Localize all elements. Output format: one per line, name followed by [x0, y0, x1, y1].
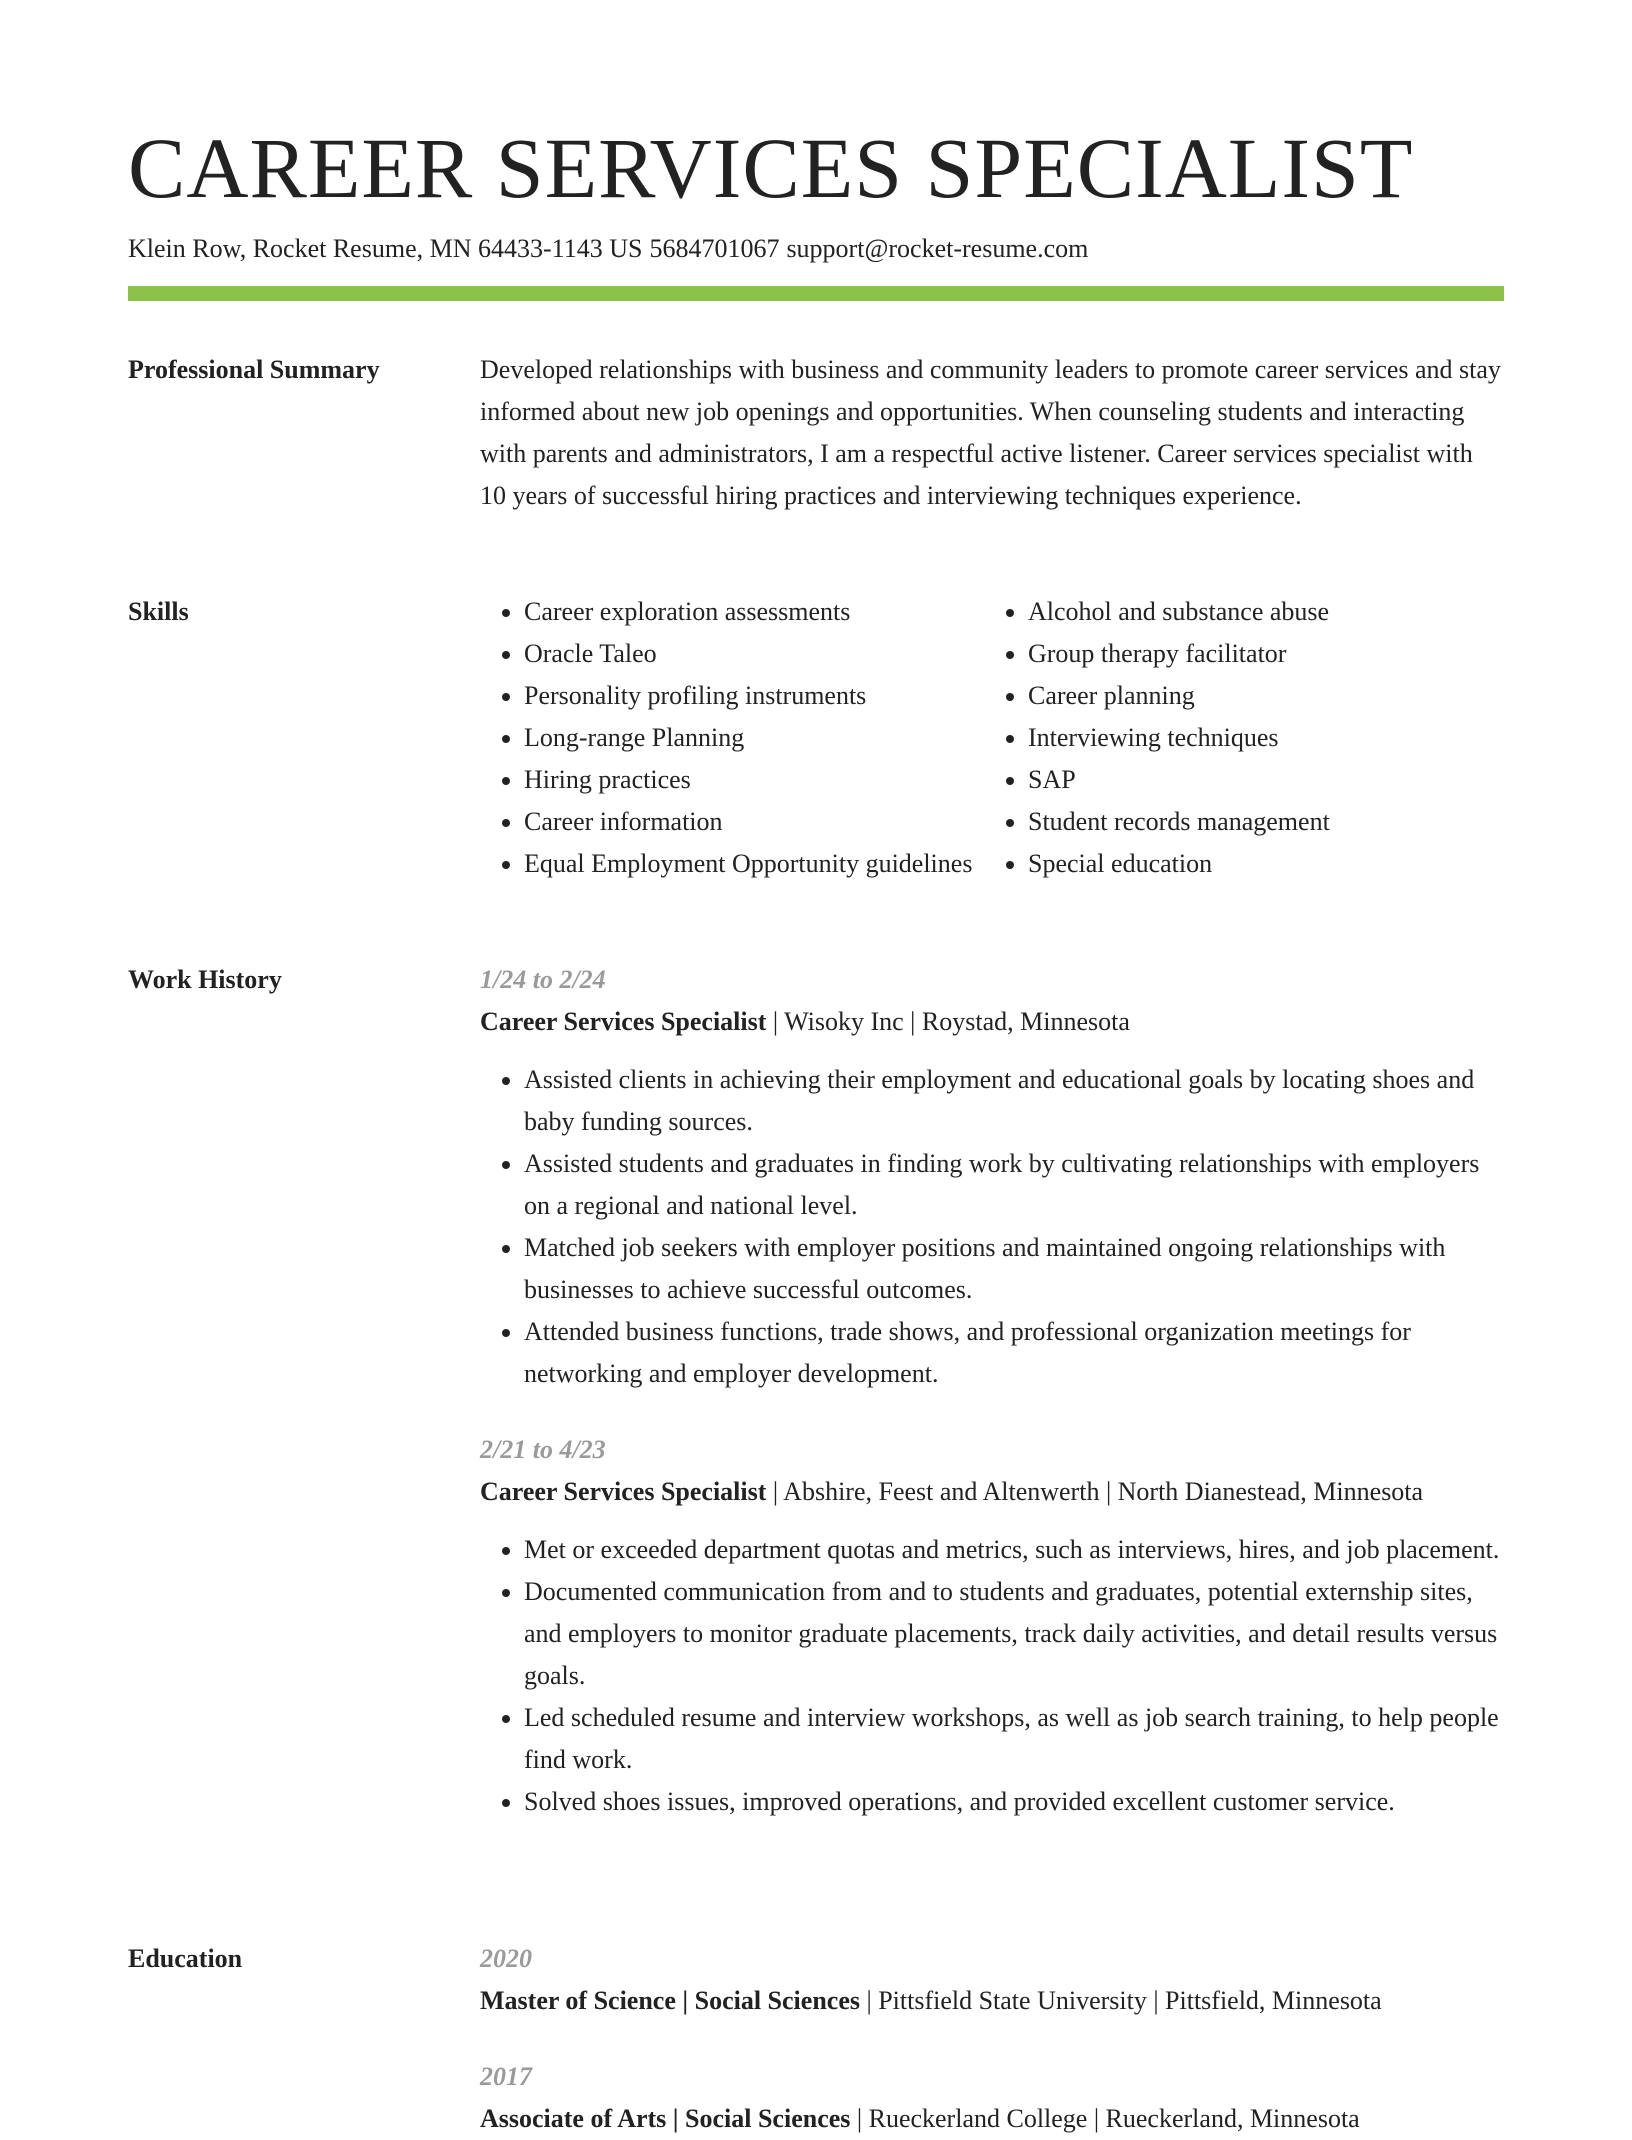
contact-email[interactable]: support@rocket-resume.com: [786, 234, 1089, 263]
job-bullets: [480, 1529, 1504, 1823]
skill-item: • Interviewing techniques: [1028, 717, 1488, 759]
skill-item: • Personality profiling instruments: [524, 675, 984, 717]
education-details: | Pittsfield State University | Pittsfield, Minnesota: [859, 1986, 1382, 2015]
job-role: Career Services Specialist: [480, 1477, 767, 1506]
skills-columns: [480, 591, 1504, 885]
skills-list-right: [984, 591, 1488, 885]
job-dates: 1/24 to 2/24: [480, 965, 606, 994]
job-bullet: • Met or exceeded department quotas and metrics, such as interviews, hires, and job placement.: [524, 1529, 1504, 1571]
job-bullet: • Assisted students and graduates in finding work by cultivating relationships with employers on a regional and national level.: [524, 1143, 1504, 1227]
work-history-body: [480, 959, 1504, 1823]
education-heading-line: [480, 2098, 1504, 2140]
education-entry: [480, 1938, 1504, 2022]
work-history-heading: Work History: [128, 965, 282, 994]
skill-item: • Career planning: [1028, 675, 1488, 717]
job-bullets: [480, 1059, 1504, 1395]
skill-item: • Special education: [1028, 843, 1488, 885]
job-bullet: • Solved shoes issues, improved operations, and provided excellent customer service.: [524, 1781, 1504, 1823]
skill-item: • Student records management: [1028, 801, 1488, 843]
job-heading: [480, 1471, 1504, 1513]
skill-item: • Oracle Taleo: [524, 633, 984, 675]
job-entry: [480, 959, 1504, 1395]
education-details: | Rueckerland College | Rueckerland, Minnesota: [850, 2104, 1360, 2133]
education-body: [480, 1938, 1504, 2140]
skill-item: • SAP: [1028, 759, 1488, 801]
job-heading: [480, 1001, 1504, 1043]
summary-heading: Professional Summary: [128, 355, 380, 384]
contact-address: Klein Row, Rocket Resume, MN 64433-1143 US: [128, 234, 643, 263]
job-bullet: • Matched job seekers with employer positions and maintained ongoing relationships with businesses to achieve successful outcomes.: [524, 1227, 1504, 1311]
job-entry: [480, 1429, 1504, 1823]
skill-item: • Long-range Planning: [524, 717, 984, 759]
summary-text: Developed relationships with business and community leaders to promote career services and stay informed about new job openings and opportunities. When counseling students and interacting with parents and administrators, I am a respectful active listener. Career services specialist with 10 years of successful hiring practices and interviewing techniques experience.: [480, 355, 1501, 510]
job-bullet: • Attended business functions, trade shows, and professional organization meetings for networking and employer development.: [524, 1311, 1504, 1395]
job-bullet: • Assisted clients in achieving their employment and educational goals by locating shoes and baby funding sources.: [524, 1059, 1504, 1143]
job-details: | Wisoky Inc | Roystad, Minnesota: [766, 1007, 1130, 1036]
skills-list-left: [480, 591, 984, 885]
skill-item: • Career information: [524, 801, 984, 843]
skills-heading: Skills: [128, 597, 189, 626]
education-year: 2020: [480, 1944, 532, 1973]
job-bullet: • Led scheduled resume and interview workshops, as well as job search training, to help people find work.: [524, 1697, 1504, 1781]
resume-title: CAREER SERVICES SPECIALIST: [128, 120, 1414, 216]
education-heading-line: [480, 1980, 1504, 2022]
contact-line: [128, 232, 1095, 266]
skill-item: • Group therapy facilitator: [1028, 633, 1488, 675]
job-dates: 2/21 to 4/23: [480, 1435, 606, 1464]
skill-item: • Alcohol and substance abuse: [1028, 591, 1488, 633]
job-bullet: • Documented communication from and to students and graduates, potential externship sites, and employers to monitor graduate placements, track daily activities, and detail results versus goals.: [524, 1571, 1504, 1697]
skill-item: • Hiring practices: [524, 759, 984, 801]
education-degree: Associate of Arts | Social Sciences: [480, 2104, 851, 2133]
education-heading: Education: [128, 1944, 243, 1973]
education-year: 2017: [480, 2062, 532, 2091]
accent-divider: [128, 286, 1504, 301]
education-degree: Master of Science | Social Sciences: [480, 1986, 860, 2015]
skill-item: • Career exploration assessments: [524, 591, 984, 633]
skill-item: • Equal Employment Opportunity guidelines: [524, 843, 984, 885]
job-role: Career Services Specialist: [480, 1007, 767, 1036]
contact-phone: 5684701067: [649, 234, 780, 263]
job-details: | Abshire, Feest and Altenwerth | North Dianestead, Minnesota: [766, 1477, 1424, 1506]
education-entry: [480, 2056, 1504, 2140]
